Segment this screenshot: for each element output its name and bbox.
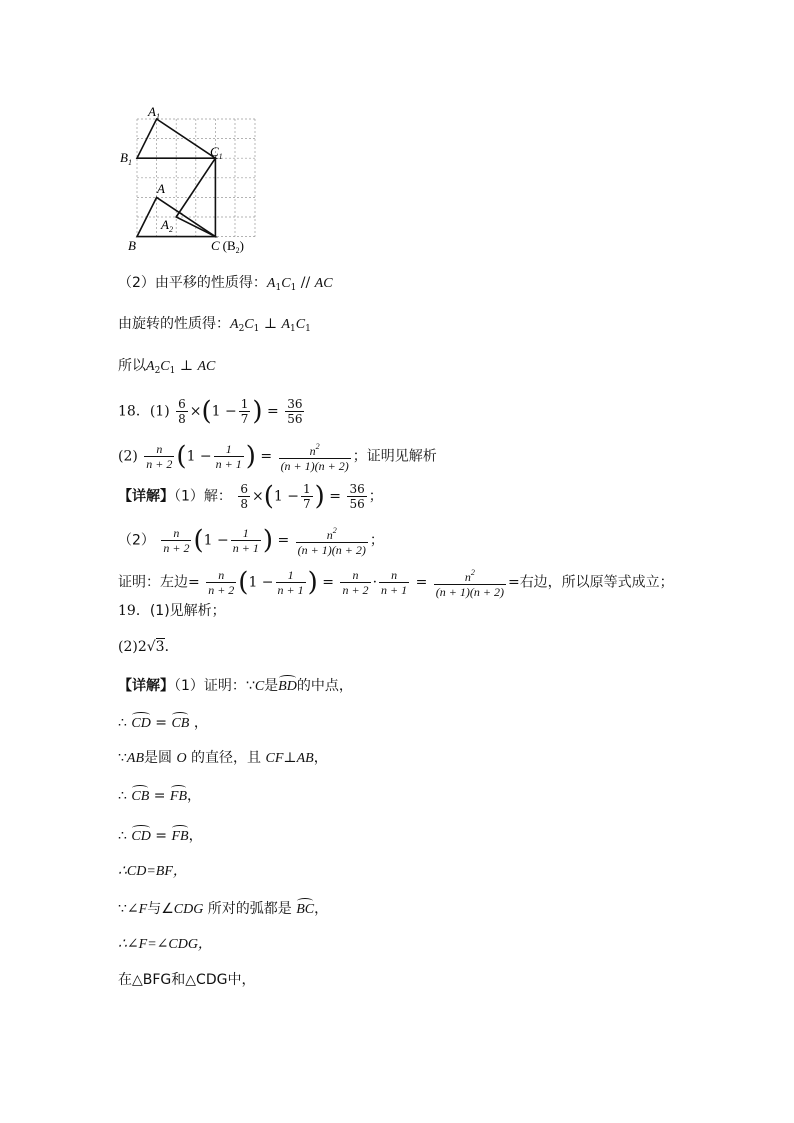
q18-proof: 证明：左边= $\frac{n}{n + 2}$ (1 − $\frac{1}{n + 1}$ ) = $\frac{n}{n + 2}$ · $\frac{n}{n + 1}$ = $\frac{n^2}{(n + 1)(n + 2)}$ =右边，所以原等式成立； bbox=[118, 567, 674, 599]
q19-line-9: 在△BFG和△CDG中， bbox=[118, 972, 256, 988]
label-a: A bbox=[157, 181, 165, 196]
q19-line-6: ∴CD=BF， bbox=[118, 864, 187, 879]
q19-line-5: ∴ CD = FB， bbox=[118, 826, 203, 847]
q19-answer-1: 19．(1)见解析； bbox=[118, 603, 226, 619]
grid bbox=[137, 119, 255, 237]
geometry-figure bbox=[115, 100, 265, 260]
label-b: B bbox=[128, 238, 136, 253]
q19-answer-2: (2)2√3． bbox=[118, 639, 179, 655]
part2-line3: 所以$A_2C_1$ ⊥ AC bbox=[118, 358, 216, 376]
q18-detail-1: 【详解】（1）解： $\frac{6}{8}$ ×(1 − $\frac{1}{7}$ ) = $\frac{36}{56}$ ； bbox=[118, 481, 383, 512]
label-c1: $C_1$ bbox=[210, 144, 223, 161]
q19-line-3: ∵AB是圆 O 的直径，且 CF⊥AB， bbox=[118, 750, 328, 766]
label-a1: $A_1$ bbox=[148, 104, 160, 121]
q19-line-7: ∵∠F与∠CDG 所对的弧都是 BC， bbox=[118, 899, 328, 920]
q18-answer-2: (2) $\frac{n}{n + 2}$ (1 − $\frac{1}{n + 1}$ ) = $\frac{n^2}{(n + 1)(n + 2)}$ ；证明见解析 bbox=[118, 441, 437, 473]
q19-line-4: ∴ CB = FB， bbox=[118, 786, 201, 807]
q19-line-2: ∴ CD = CB ， bbox=[118, 713, 208, 734]
part2-line2: 由旋转的性质得：$A_2C_1$ ⊥ $A_1C_1$ bbox=[118, 316, 311, 334]
q19-detail-1: 【详解】（1）证明：∵C是BD的中点， bbox=[118, 676, 353, 697]
q19-line-8: ∴∠F=∠CDG， bbox=[118, 937, 212, 952]
label-b1: $B_1$ bbox=[120, 150, 132, 167]
q18-answer-1: 18．(1) $\frac{6}{8}$ ×(1 − $\frac{1}{7}$ ) = $\frac{36}{56}$ bbox=[118, 396, 303, 427]
part2-line1: （2）由平移的性质得：$A_1C_1$ // AC bbox=[118, 275, 333, 293]
label-c-b2: C $(B_2)$ bbox=[211, 238, 245, 255]
q18-detail-2: （2） $\frac{n}{n + 2}$ (1 − $\frac{1}{n + 1}$ ) = $\frac{n^2}{(n + 1)(n + 2)}$ ； bbox=[118, 525, 384, 557]
label-a2: $A_2$ bbox=[161, 217, 173, 234]
